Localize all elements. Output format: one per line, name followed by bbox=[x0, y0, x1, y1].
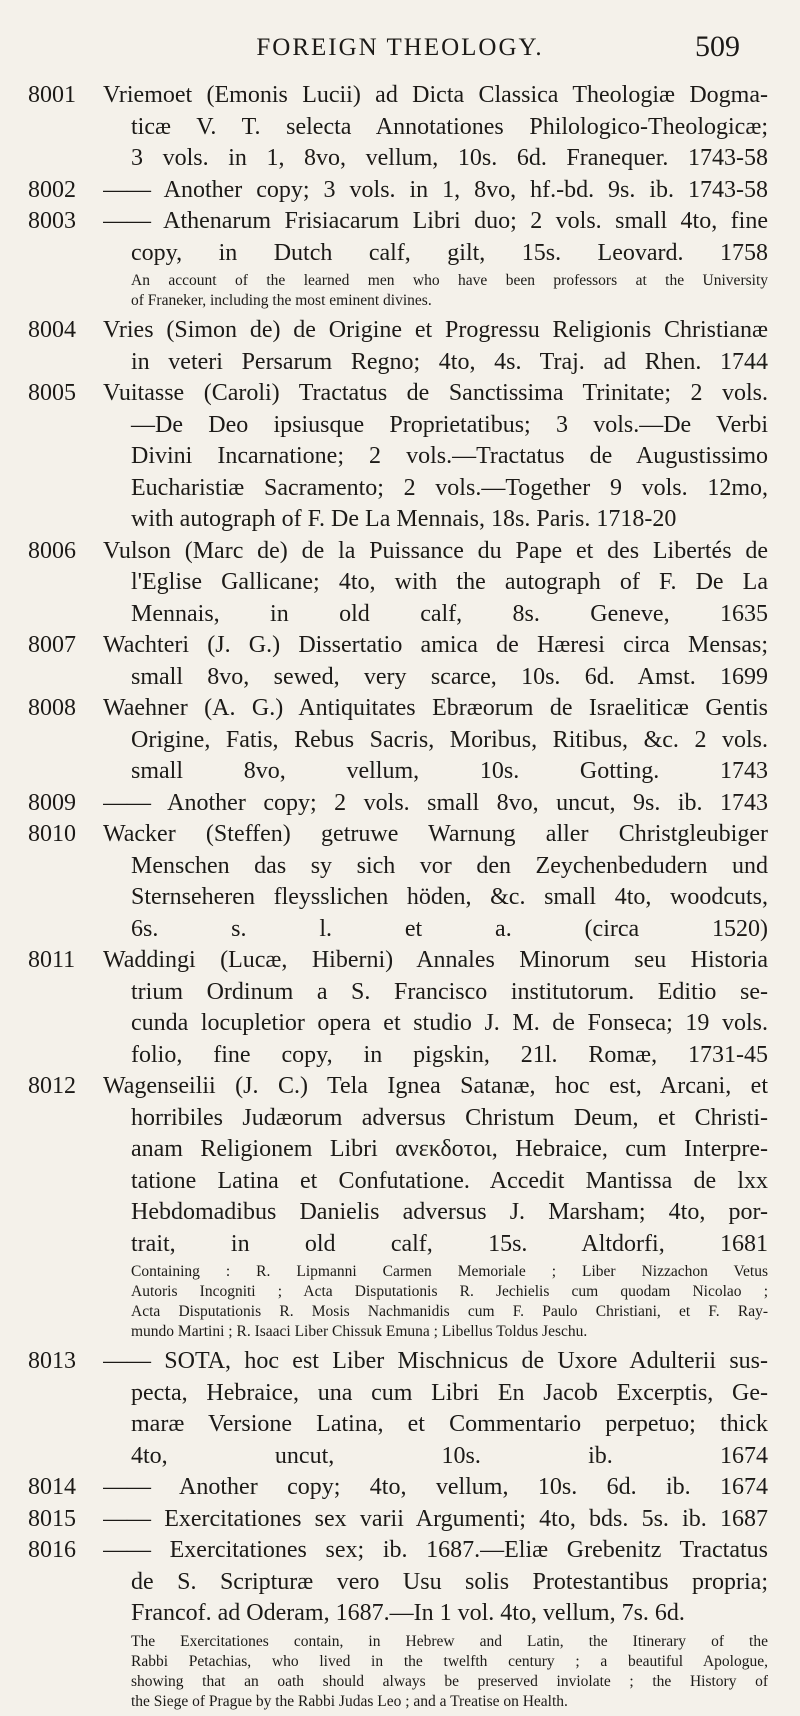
entry-line: —— Exercitationes sex varii Argumenti; 4to, bds. 5s. ib. 1687 bbox=[103, 1505, 768, 1532]
entry-line: Wagenseilii (J. C.) Tela Ignea Satanæ, hoc est, Arcani, et bbox=[103, 1073, 768, 1099]
catalogue-entry bbox=[28, 1472, 768, 1504]
entry-line: Menschen das sy sich vor den Zeychenbedudern und bbox=[131, 852, 768, 879]
catalogue-entry bbox=[28, 1346, 768, 1472]
entry-line: —— Exercitationes sex; ib. 1687.—Eliæ Grebenitz Tractatus bbox=[103, 1537, 768, 1563]
entry-note: of Franeker, including the most eminent divines. bbox=[131, 292, 432, 309]
entry-number: 8003 bbox=[28, 208, 76, 234]
entry-number: 8001 bbox=[28, 82, 76, 108]
entry-line: Divini Incarnatione; 2 vols.—Tractatus de Augustissimo bbox=[131, 443, 768, 469]
entry-number: 8002 bbox=[28, 176, 76, 203]
entry-line: de S. Scripturæ vero Usu solis Protestantibus propria; bbox=[131, 1568, 768, 1595]
entry-line: with autograph of F. De La Mennais, 18s. Paris. 1718-20 bbox=[131, 506, 677, 532]
entry-line: pecta, Hebraice, una cum Libri En Jacob Excerptis, Ge- bbox=[131, 1379, 768, 1406]
entry-note: An account of the learned men who have been professors at the University bbox=[131, 272, 768, 289]
catalogue-entry bbox=[28, 693, 768, 788]
catalogue-entry bbox=[28, 1535, 768, 1712]
entry-note: Autoris Incogniti ; Acta Disputationis R. Jechielis cum quodam Nicolao ; bbox=[131, 1283, 768, 1300]
running-title: FOREIGN THEOLOGY. bbox=[256, 34, 544, 61]
catalogue-entry bbox=[28, 315, 768, 378]
entry-line: Wacker (Steffen) getruwe Warnung aller Christgleubiger bbox=[103, 821, 768, 847]
entry-line: Wachteri (J. G.) Dissertatio amica de Hæresi circa Mensas; bbox=[103, 632, 768, 658]
entry-line: Waddingi (Lucæ, Hiberni) Annales Minorum seu Historia bbox=[103, 947, 768, 973]
entry-line: Francof. ad Oderam, 1687.—In 1 vol. 4to, vellum, 7s. 6d. bbox=[131, 1600, 685, 1626]
catalogue-entry bbox=[28, 630, 768, 693]
catalogue-entry bbox=[28, 206, 768, 311]
entry-line: —— SOTA, hoc est Liber Mischnicus de Uxore Adulterii sus- bbox=[103, 1348, 768, 1374]
entry-note: Acta Disputationis R. Mosis Nachmanidis cum F. Paulo Christiani, et F. Ray- bbox=[131, 1303, 768, 1320]
catalogue-entry bbox=[28, 788, 768, 820]
entry-number: 8015 bbox=[28, 1505, 76, 1532]
entry-line: ticæ V. T. selecta Annotationes Philologico-Theologicæ; bbox=[131, 113, 768, 140]
entry-line: l'Eglise Gallicane; 4to, with the autograph of F. De La bbox=[131, 569, 768, 595]
catalogue-entry bbox=[28, 378, 768, 536]
catalogue-entry bbox=[28, 945, 768, 1071]
entry-line: 3 vols. in 1, 8vo, vellum, 10s. 6d. Franequer. 1743-58 bbox=[131, 145, 768, 171]
entry-line: trait, in old calf, 15s. Altdorfi, 1681 bbox=[131, 1230, 768, 1257]
entry-line: 4to, uncut, 10s. ib. 1674 bbox=[131, 1442, 768, 1469]
entry-line: Eucharistiæ Sacramento; 2 vols.—Together 9 vols. 12mo, bbox=[131, 474, 768, 501]
entry-note: mundo Martini ; R. Isaaci Liber Chissuk Emuna ; Libellus Toldus Jeschu. bbox=[131, 1323, 588, 1340]
entry-line: folio, fine copy, in pigskin, 21l. Romæ, 1731-45 bbox=[131, 1041, 768, 1068]
entry-line: Sternseheren fleysslichen höden, &c. small 4to, woodcuts, bbox=[131, 884, 768, 910]
entry-line: —— Another copy; 4to, vellum, 10s. 6d. ib. 1674 bbox=[103, 1474, 768, 1500]
entry-line: small 8vo, sewed, very scarce, 10s. 6d. Amst. 1699 bbox=[131, 663, 768, 690]
entry-number: 8006 bbox=[28, 537, 76, 564]
entry-number: 8016 bbox=[28, 1537, 76, 1563]
entry-line: in veteri Persarum Regno; 4to, 4s. Traj. ad Rhen. 1744 bbox=[131, 348, 768, 375]
catalogue-entry bbox=[28, 175, 768, 207]
entry-number: 8013 bbox=[28, 1348, 76, 1374]
entry-number: 8005 bbox=[28, 380, 76, 406]
entry-line: maræ Versione Latina, et Commentario perpetuo; thick bbox=[131, 1411, 768, 1437]
catalogue-entry bbox=[28, 1071, 768, 1342]
entry-line: cunda locupletior opera et studio J. M. de Fonseca; 19 vols. bbox=[131, 1010, 768, 1036]
entry-number: 8012 bbox=[28, 1073, 76, 1099]
entry-line: Vriemoet (Emonis Lucii) ad Dicta Classica Theologiæ Dogma- bbox=[103, 82, 768, 108]
entry-line: Waehner (A. G.) Antiquitates Ebræorum de Israeliticæ Gentis bbox=[103, 695, 768, 721]
entry-number: 8011 bbox=[28, 947, 76, 973]
catalogue-entries bbox=[28, 80, 768, 1716]
entry-line: Vuitasse (Caroli) Tractatus de Sanctissima Trinitate; 2 vols. bbox=[103, 380, 768, 406]
page-number: 509 bbox=[695, 30, 740, 63]
entry-line: Vulson (Marc de) de la Puissance du Pape et des Libertés de bbox=[103, 537, 768, 564]
entry-line: Hebdomadibus Danielis adversus J. Marsham; 4to, por- bbox=[131, 1199, 768, 1225]
entry-line: small 8vo, vellum, 10s. Gotting. 1743 bbox=[131, 758, 768, 784]
entry-note: The Exercitationes contain, in Hebrew and Latin, the Itinerary of the bbox=[131, 1632, 768, 1650]
entry-note: the Siege of Prague by the Rabbi Judas Leo ; and a Treatise on Health. bbox=[131, 1692, 568, 1710]
catalogue-entry bbox=[28, 80, 768, 175]
entry-line: horribiles Judæorum adversus Christum Deum, et Christi- bbox=[131, 1104, 768, 1131]
running-head bbox=[60, 28, 740, 68]
entry-line: —De Deo ipsiusque Proprietatibus; 3 vols.—De Verbi bbox=[131, 411, 768, 438]
entry-line: Vries (Simon de) de Origine et Progressu Religionis Christianæ bbox=[103, 317, 768, 343]
entry-line: tatione Latina et Confutatione. Accedit Mantissa de lxx bbox=[131, 1167, 768, 1194]
catalogue-entry bbox=[28, 536, 768, 631]
entry-number: 8014 bbox=[28, 1474, 76, 1500]
entry-number: 8007 bbox=[28, 632, 76, 658]
entry-line: trium Ordinum a S. Francisco institutorum. Editio se- bbox=[131, 978, 768, 1005]
entry-note: Rabbi Petachias, who lived in the twelfth century ; a beautiful Apologue, bbox=[131, 1652, 768, 1670]
entry-line: Origine, Fatis, Rebus Sacris, Moribus, Ritibus, &c. 2 vols. bbox=[131, 726, 768, 753]
entry-number: 8008 bbox=[28, 695, 76, 721]
entry-line: copy, in Dutch calf, gilt, 15s. Leovard. 1758 bbox=[131, 239, 768, 266]
entry-line: 6s. s. l. et a. (circa 1520) bbox=[131, 915, 768, 942]
entry-line: —— Athenarum Frisiacarum Libri duo; 2 vols. small 4to, fine bbox=[103, 208, 768, 234]
entry-line: anam Religionem Libri ανεκδοτοι, Hebraice, cum Interpre- bbox=[131, 1136, 768, 1162]
entry-line: Mennais, in old calf, 8s. Geneve, 1635 bbox=[131, 600, 768, 627]
entry-line: —— Another copy; 2 vols. small 8vo, uncut, 9s. ib. 1743 bbox=[103, 789, 768, 816]
entry-number: 8009 bbox=[28, 789, 76, 816]
entry-note: Containing : R. Lipmanni Carmen Memoriale ; Liber Nizzachon Vetus bbox=[131, 1263, 768, 1280]
entry-line: —— Another copy; 3 vols. in 1, 8vo, hf.-bd. 9s. ib. 1743-58 bbox=[103, 176, 768, 203]
catalogue-entry bbox=[28, 819, 768, 945]
entry-number: 8004 bbox=[28, 317, 76, 343]
entry-number: 8010 bbox=[28, 821, 76, 847]
catalogue-entry bbox=[28, 1504, 768, 1536]
entry-note: showing that an oath should always be preserved inviolate ; the History of bbox=[131, 1672, 768, 1690]
